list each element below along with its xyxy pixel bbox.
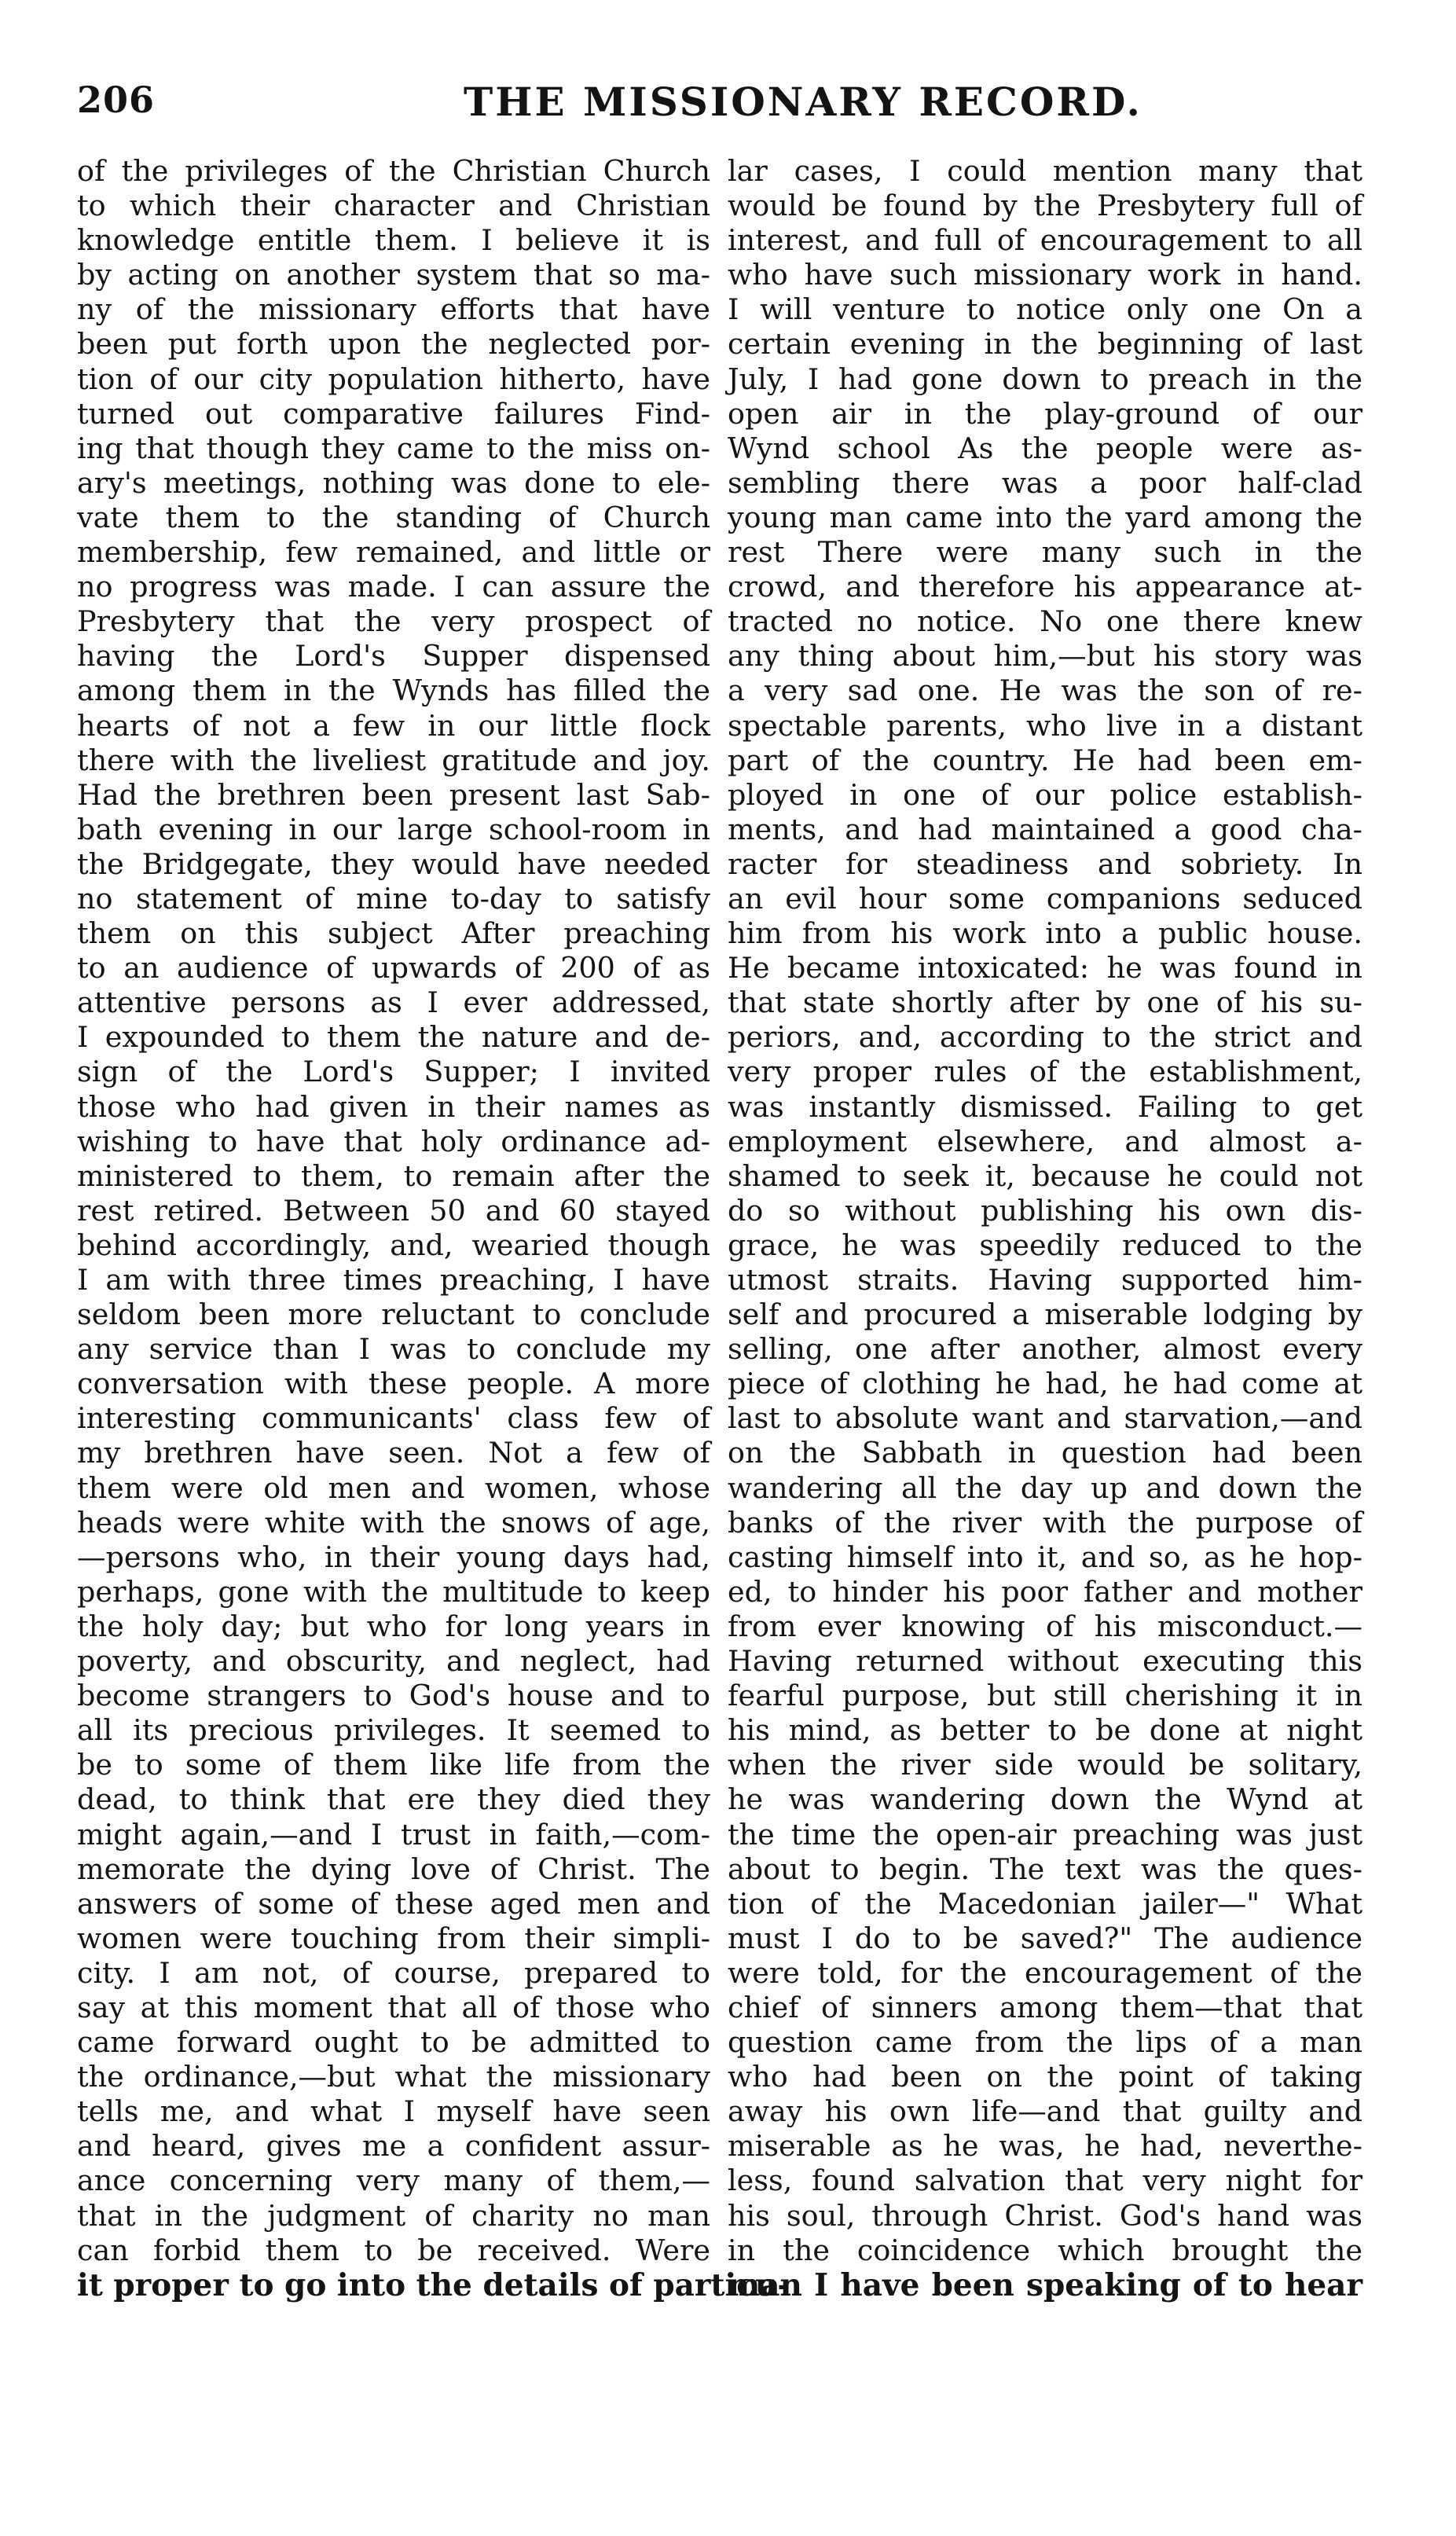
text-line: ministered to them, to remain after the bbox=[77, 1158, 710, 1193]
text-line: self and procured a miserable lodging by bbox=[728, 1297, 1362, 1332]
text-line: of the privileges of the Christian Church bbox=[77, 154, 710, 188]
text-line: the Bridgegate, they would have needed bbox=[77, 846, 710, 881]
text-line: any service than I was to conclude my bbox=[77, 1332, 710, 1367]
text-line: last to absolute want and starvation,—and bbox=[728, 1401, 1362, 1436]
text-line: Having returned without executing this bbox=[728, 1644, 1362, 1679]
text-line: Presbytery that the very prospect of bbox=[77, 604, 710, 639]
text-line: can forbid them to be received. Were bbox=[77, 2233, 710, 2267]
text-line: them on this subject After preaching bbox=[77, 916, 710, 951]
text-line: chief of sinners among them—that that bbox=[728, 1990, 1362, 2024]
text-line: attentive persons as I ever addressed, bbox=[77, 985, 710, 1020]
text-line: vate them to the standing of Church bbox=[77, 500, 710, 534]
text-line: no progress was made. I can assure the bbox=[77, 570, 710, 604]
text-line: who have such missionary work in hand. bbox=[728, 258, 1362, 292]
text-line: utmost straits. Having supported him- bbox=[728, 1263, 1362, 1297]
left-text-column bbox=[77, 154, 790, 2303]
text-line: them were old men and women, whose bbox=[77, 1470, 710, 1505]
text-line: the holy day; but who for long years in bbox=[77, 1609, 710, 1643]
text-line: Had the brethren been present last Sab- bbox=[77, 777, 710, 812]
text-line: memorate the dying love of Christ. The bbox=[77, 1852, 710, 1886]
text-line: been put forth upon the neglected por- bbox=[77, 327, 710, 361]
text-line: selling, one after another, almost every bbox=[728, 1332, 1362, 1367]
text-line: wishing to have that holy ordinance ad- bbox=[77, 1124, 710, 1158]
text-line: his soul, through Christ. God's hand was bbox=[728, 2198, 1362, 2233]
text-line: my brethren have seen. Not a few of bbox=[77, 1436, 710, 1470]
text-line: membership, few remained, and little or bbox=[77, 535, 710, 570]
text-line: would be found by the Presbytery full of bbox=[728, 189, 1362, 223]
running-title: THE MISSIONARY RECORD. bbox=[464, 79, 1142, 125]
text-line: tells me, and what I myself have seen bbox=[77, 2094, 710, 2129]
text-line: I am with three times preaching, I have bbox=[77, 1263, 710, 1297]
text-line: that in the judgment of charity no man bbox=[77, 2198, 710, 2233]
text-line: interesting communicants' class few of bbox=[77, 1401, 710, 1436]
text-line: dead, to think that ere they died they bbox=[77, 1782, 710, 1817]
text-line: seldom been more reluctant to conclude bbox=[77, 1297, 710, 1332]
text-line: a very sad one. He was the son of re- bbox=[728, 673, 1362, 708]
text-line: certain evening in the beginning of last bbox=[728, 327, 1362, 361]
text-line: the time the open-air preaching was just bbox=[728, 1817, 1362, 1852]
text-line: knowledge entitle them. I believe it is bbox=[77, 223, 710, 258]
text-line: be to some of them like life from the bbox=[77, 1748, 710, 1782]
text-line: man I have been speaking of to hear bbox=[728, 2266, 1362, 2303]
text-line: part of the country. He had been em- bbox=[728, 743, 1362, 777]
page-number: 206 bbox=[77, 79, 156, 121]
text-line: must I do to be saved?" The audience bbox=[728, 1921, 1362, 1955]
text-line: from ever knowing of his misconduct.— bbox=[728, 1609, 1362, 1643]
text-line: sign of the Lord's Supper; I invited bbox=[77, 1055, 710, 1089]
text-line: I expounded to them the nature and de- bbox=[77, 1020, 710, 1055]
text-line: He became intoxicated: he was found in bbox=[728, 951, 1362, 985]
text-line: less, found salvation that very night for bbox=[728, 2163, 1362, 2198]
text-line: racter for steadiness and sobriety. In bbox=[728, 846, 1362, 881]
text-line: was instantly dismissed. Failing to get bbox=[728, 1089, 1362, 1124]
text-line: lar cases, I could mention many that bbox=[728, 154, 1362, 188]
text-line: heads were white with the snows of age, bbox=[77, 1505, 710, 1540]
text-line: having the Lord's Supper dispensed bbox=[77, 639, 710, 673]
text-line: I will venture to notice only one On a bbox=[728, 292, 1362, 327]
text-line: fearful purpose, but still cherishing it in bbox=[728, 1679, 1362, 1713]
text-line: spectable parents, who live in a distant bbox=[728, 708, 1362, 743]
text-line: bath evening in our large school-room in bbox=[77, 812, 710, 846]
text-line: those who had given in their names as bbox=[77, 1089, 710, 1124]
text-line: ed, to hinder his poor father and mother bbox=[728, 1574, 1362, 1609]
text-line: he was wandering down the Wynd at bbox=[728, 1782, 1362, 1817]
text-line: women were touching from their simpli- bbox=[77, 1921, 710, 1955]
text-line: question came from the lips of a man bbox=[728, 2025, 1362, 2060]
text-line: might again,—and I trust in faith,—com- bbox=[77, 1817, 710, 1852]
text-line: among them in the Wynds has filled the bbox=[77, 673, 710, 708]
text-line: his mind, as better to be done at night bbox=[728, 1713, 1362, 1748]
text-line: employment elsewhere, and almost a- bbox=[728, 1124, 1362, 1158]
text-line: say at this moment that all of those who bbox=[77, 1990, 710, 2024]
text-line: ing that though they came to the miss on- bbox=[77, 431, 710, 465]
text-line: ny of the missionary efforts that have bbox=[77, 292, 710, 327]
text-line: ary's meetings, nothing was done to ele- bbox=[77, 465, 710, 500]
text-line: who had been on the point of taking bbox=[728, 2060, 1362, 2094]
text-line: turned out comparative failures Find- bbox=[77, 396, 710, 431]
text-line: crowd, and therefore his appearance at- bbox=[728, 570, 1362, 604]
text-line: to an audience of upwards of 200 of as bbox=[77, 951, 710, 985]
text-line: by acting on another system that so ma- bbox=[77, 258, 710, 292]
right-text-column bbox=[728, 154, 1362, 2303]
text-line: perhaps, gone with the multitude to keep bbox=[77, 1574, 710, 1609]
text-line: —persons who, in their young days had, bbox=[77, 1540, 710, 1574]
text-line: tion of the Macedonian jailer—" What bbox=[728, 1886, 1362, 1921]
text-line: away his own life—and that guilty and bbox=[728, 2094, 1362, 2129]
text-line: conversation with these people. A more bbox=[77, 1367, 710, 1401]
text-line: banks of the river with the purpose of bbox=[728, 1505, 1362, 1540]
text-line: rest retired. Between 50 and 60 stayed bbox=[77, 1193, 710, 1228]
text-line: in the coincidence which brought the bbox=[728, 2233, 1362, 2267]
text-line: wandering all the day up and down the bbox=[728, 1470, 1362, 1505]
text-line: open air in the play-ground of our bbox=[728, 396, 1362, 431]
text-line: ance concerning very many of them,— bbox=[77, 2163, 710, 2198]
text-line: it proper to go into the details of particu- bbox=[77, 2266, 790, 2303]
text-line: city. I am not, of course, prepared to bbox=[77, 1955, 710, 1990]
text-line: young man came into the yard among the bbox=[728, 500, 1362, 534]
text-line: behind accordingly, and, wearied though bbox=[77, 1228, 710, 1262]
text-line: interest, and full of encouragement to all bbox=[728, 223, 1362, 258]
text-line: when the river side would be solitary, bbox=[728, 1748, 1362, 1782]
text-line: do so without publishing his own dis- bbox=[728, 1193, 1362, 1228]
text-line: and heard, gives me a confident assur- bbox=[77, 2129, 710, 2163]
text-line: came forward ought to be admitted to bbox=[77, 2025, 710, 2060]
text-line: him from his work into a public house. bbox=[728, 916, 1362, 951]
text-line: shamed to seek it, because he could not bbox=[728, 1158, 1362, 1193]
text-line: to which their character and Christian bbox=[77, 189, 710, 223]
text-line: very proper rules of the establishment, bbox=[728, 1055, 1362, 1089]
text-line: Wynd school As the people were as- bbox=[728, 431, 1362, 465]
text-line: answers of some of these aged men and bbox=[77, 1886, 710, 1921]
text-line: miserable as he was, he had, neverthe- bbox=[728, 2129, 1362, 2163]
text-line: an evil hour some companions seduced bbox=[728, 881, 1362, 916]
text-line: sembling there was a poor half-clad bbox=[728, 465, 1362, 500]
text-line: grace, he was speedily reduced to the bbox=[728, 1228, 1362, 1262]
text-line: poverty, and obscurity, and neglect, had bbox=[77, 1644, 710, 1679]
text-line: become strangers to God's house and to bbox=[77, 1679, 710, 1713]
text-line: ployed in one of our police establish- bbox=[728, 777, 1362, 812]
text-line: no statement of mine to-day to satisfy bbox=[77, 881, 710, 916]
text-line: rest There were many such in the bbox=[728, 535, 1362, 570]
text-line: that state shortly after by one of his su- bbox=[728, 985, 1362, 1020]
text-line: about to begin. The text was the ques- bbox=[728, 1852, 1362, 1886]
text-line: on the Sabbath in question had been bbox=[728, 1436, 1362, 1470]
text-line: ments, and had maintained a good cha- bbox=[728, 812, 1362, 846]
text-line: tracted no notice. No one there knew bbox=[728, 604, 1362, 639]
text-line: tion of our city population hitherto, have bbox=[77, 361, 710, 396]
text-line: hearts of not a few in our little flock bbox=[77, 708, 710, 743]
text-line: piece of clothing he had, he had come at bbox=[728, 1367, 1362, 1401]
text-line: the ordinance,—but what the missionary bbox=[77, 2060, 710, 2094]
text-line: there with the liveliest gratitude and joy. bbox=[77, 743, 710, 777]
text-line: were told, for the encouragement of the bbox=[728, 1955, 1362, 1990]
text-line: any thing about him,—but his story was bbox=[728, 639, 1362, 673]
text-line: July, I had gone down to preach in the bbox=[728, 361, 1362, 396]
text-line: periors, and, according to the strict and bbox=[728, 1020, 1362, 1055]
text-line: casting himself into it, and so, as he hop- bbox=[728, 1540, 1362, 1574]
text-line: all its precious privileges. It seemed to bbox=[77, 1713, 710, 1748]
